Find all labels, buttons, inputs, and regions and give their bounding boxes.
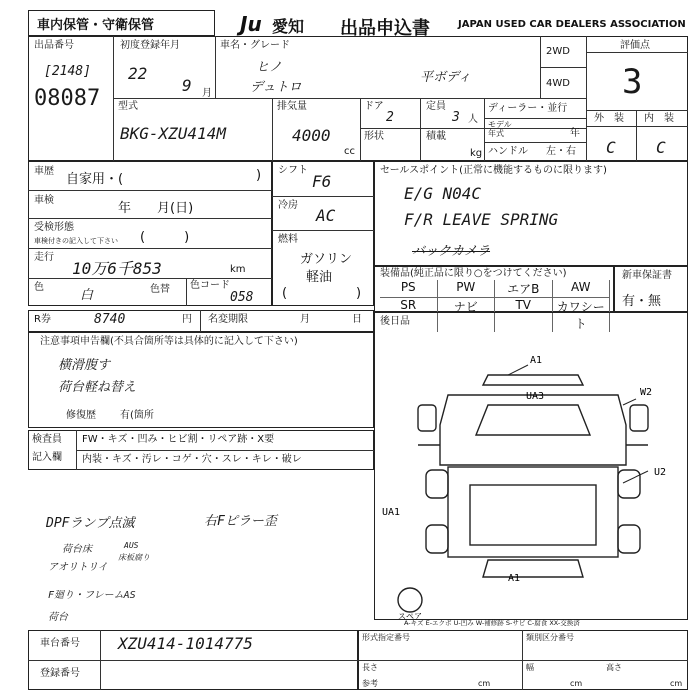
- width-label: 幅: [526, 663, 534, 672]
- lot-bracket: [2148]: [44, 64, 91, 79]
- recycle-value: 8740: [94, 312, 126, 327]
- equipment-item: PW: [438, 280, 496, 298]
- dealer-label: ディーラー・並行: [488, 103, 568, 114]
- history-close: ): [256, 168, 262, 183]
- legend-text: A-キズ E-エクボ U-凹み W-補修跡 S-サビ C-腐食 XX-交換済: [404, 619, 580, 627]
- mark-ua3: UA3: [526, 391, 545, 402]
- model-label: 車名・グレード: [220, 40, 290, 51]
- spare-label: スペア: [398, 612, 422, 621]
- wheel-rl-shape: [426, 525, 448, 553]
- shaken-label: 車検: [34, 195, 54, 206]
- score-int-value: C: [656, 138, 666, 157]
- mileage-unit: km: [230, 264, 246, 275]
- lot-number: 08087: [34, 86, 101, 111]
- recycle-frame: [28, 310, 374, 332]
- fuel-paren-left: (: [282, 286, 288, 301]
- lower-note-8: 荷台: [48, 612, 68, 623]
- mark-ua1: UA1: [382, 507, 401, 518]
- sales-line-2: F/R LEAVE SPRING: [404, 210, 559, 229]
- name-change-day: 日: [352, 314, 362, 325]
- mark-u2: U2: [654, 467, 667, 478]
- model-name-1: ヒノ: [256, 60, 282, 75]
- mark-leader-u2: [623, 471, 648, 483]
- equipment-item: AW: [553, 280, 611, 298]
- model-grade: 平ボディ: [420, 70, 471, 85]
- score-int-label: 内 装: [644, 113, 674, 124]
- score-label: 評価点: [620, 40, 650, 51]
- door-label: ドア: [364, 101, 384, 112]
- chassis-value: XZU414-1014775: [118, 634, 253, 653]
- lower-note-2: 右Fピラー歪: [204, 514, 277, 529]
- rear-bumper-shape: [483, 560, 583, 577]
- mark-leader-a1: [508, 365, 528, 375]
- reg-number-label: 登録番号: [40, 668, 80, 679]
- sales-label: セールスポイント(正常に機能するものに限ります): [380, 165, 607, 176]
- type-value: BKG-XZU414M: [120, 124, 226, 143]
- shape-label: 形状: [364, 131, 384, 142]
- wheel-fr-shape: [618, 470, 640, 498]
- history-value: 自家用・(: [66, 172, 124, 187]
- brand-logo: Ju: [240, 12, 262, 36]
- score-ext-label: 外 装: [594, 113, 624, 124]
- drive-4wd: 4WD: [546, 78, 570, 89]
- inspector-label-2: 記入欄: [32, 452, 62, 463]
- height-label: 高さ: [606, 663, 622, 672]
- capacity-unit: 人: [468, 114, 478, 125]
- fuel-value-2: 軽油: [306, 270, 333, 285]
- mark-a1-top: A1: [530, 355, 543, 366]
- inspector-row-1: FW・キズ・凹み・ヒビ割・リペア跡・X要: [82, 434, 275, 445]
- load-label: 積載: [426, 131, 446, 142]
- capacity-label: 定員: [426, 101, 446, 112]
- registration-label: 初度登録年月: [120, 40, 180, 51]
- length-label: 長さ: [362, 663, 378, 672]
- recycle-label: R券: [34, 314, 51, 325]
- header-title: 車内保管・守衛保管: [37, 18, 155, 33]
- equipment-item: PS: [380, 280, 438, 298]
- windshield-shape: [476, 405, 590, 435]
- displacement-label: 排気量: [277, 101, 307, 112]
- lower-note-6: アオリトリイ: [48, 562, 108, 573]
- bed-shape: [448, 467, 618, 557]
- warranty-value: 有・無: [622, 294, 662, 309]
- name-change-month: 月: [300, 314, 310, 325]
- fuel-label: 燃料: [278, 234, 298, 245]
- shift-value: F6: [312, 172, 332, 191]
- score-value: 3: [622, 62, 643, 102]
- registration-month-unit: 月: [202, 88, 212, 99]
- capacity-value: 3: [452, 110, 460, 125]
- shaken-value: 年 月(日): [118, 201, 194, 216]
- notes-line-2: 荷台軽ね替え: [58, 380, 137, 395]
- ac-label: 冷房: [278, 200, 298, 211]
- recycle-unit: 円: [182, 314, 192, 325]
- model-year-unit: 年: [570, 128, 580, 139]
- equipment-item: カワシート: [553, 298, 611, 332]
- mark-a1-rear: A1: [508, 573, 521, 584]
- form-title: 出品申込書: [340, 18, 430, 39]
- color-label: 色: [34, 282, 44, 293]
- damage-diagram: [378, 335, 688, 621]
- chassis-label: 車台番号: [40, 638, 80, 649]
- repair-label: 修復歴: [66, 410, 96, 421]
- lower-note-1: DPFランプ点滅: [46, 516, 135, 531]
- color-swap-label: 色替: [150, 284, 170, 295]
- wheel-rr-shape: [618, 525, 640, 553]
- lot-label: 出品番号: [34, 40, 74, 51]
- displacement-unit: cc: [344, 146, 355, 157]
- warranty-label: 新車保証書: [622, 270, 672, 281]
- lower-note-3: 荷台床: [62, 544, 92, 555]
- drive-2wd: 2WD: [546, 46, 570, 57]
- repair-value: 有(箇所: [120, 410, 154, 421]
- equipment-item: TV: [495, 298, 553, 332]
- survey-label: 受検形態: [34, 222, 74, 233]
- color-code-label: 色コード: [190, 280, 230, 291]
- cm-label-3: cm: [670, 679, 683, 688]
- shift-label: シフト: [278, 165, 308, 176]
- equipment-item: ナビ: [438, 298, 496, 332]
- history-label: 車歴: [34, 166, 54, 177]
- registration-month: 9: [182, 76, 192, 95]
- cm-label-2: cm: [570, 679, 583, 688]
- type-label: 型式: [118, 101, 138, 112]
- inspector-row-2: 内装・キズ・汚レ・コゲ・穴・スレ・キレ・破レ: [82, 454, 302, 465]
- fuel-paren-right: ): [356, 286, 362, 301]
- model-name-2: デュトロ: [250, 80, 302, 95]
- handle-value: 左・右: [546, 146, 576, 157]
- mileage-value: 10万6千853: [72, 259, 162, 278]
- sales-line-3: バックカメラ: [412, 244, 491, 259]
- brand-name: 愛知: [272, 17, 305, 36]
- equipment-item: エアB: [495, 280, 553, 298]
- mirror-right-shape: [630, 405, 648, 431]
- fuel-value: ガソリン: [300, 252, 353, 267]
- lower-note-5: 床板腐り: [118, 553, 150, 562]
- mark-leader-w2: [623, 399, 636, 405]
- lower-note-4: AUS: [124, 541, 139, 550]
- survey-sub: 車検付きの記入して下さい: [34, 237, 118, 245]
- association-name: JAPAN USED CAR DEALERS ASSOCIATION: [458, 19, 686, 30]
- notes-line-1: 横滑腹す: [58, 358, 111, 373]
- color-value: 白: [80, 288, 94, 303]
- score-ext-value: C: [606, 138, 616, 157]
- bed-floor-shape: [470, 485, 596, 545]
- displacement-value: 4000: [292, 126, 331, 145]
- type-no-label: 形式指定番号: [362, 633, 410, 642]
- inspector-label-1: 検査員: [32, 434, 62, 445]
- equipment-item: SR: [380, 298, 438, 332]
- equipment-label: 装備品(純正品に限り○をつけてください): [380, 268, 567, 279]
- sales-line-1: E/G N04C: [404, 184, 482, 203]
- name-change-label: 名変期限: [208, 314, 248, 325]
- spare-tire-shape: [398, 588, 422, 612]
- registration-year: 22: [128, 64, 148, 83]
- handle-label: ハンドル: [488, 146, 528, 157]
- ac-value: AC: [316, 206, 336, 225]
- cm-label-1: cm: [478, 679, 491, 688]
- notes-label: 注意事項申告欄(不具合箇所等は具体的に記入して下さい): [40, 336, 298, 347]
- mark-w2: W2: [640, 387, 653, 398]
- class-no-label: 類別区分番号: [526, 633, 574, 642]
- header-title-box: [28, 10, 215, 36]
- mileage-label: 走行: [34, 252, 54, 263]
- aftermarket-label: 後日品: [380, 316, 410, 327]
- mirror-left-shape: [418, 405, 436, 431]
- ref-label-1: 参考: [362, 679, 378, 688]
- model-year-label: モデル年式: [488, 120, 512, 138]
- load-unit: kg: [470, 148, 483, 159]
- wheel-fl-shape: [426, 470, 448, 498]
- door-value: 2: [386, 110, 394, 125]
- survey-value: ( ): [140, 230, 190, 245]
- lower-note-7: F廻り・フレームAS: [48, 590, 136, 601]
- color-code-value: 058: [230, 290, 254, 305]
- front-bumper-shape: [483, 375, 583, 385]
